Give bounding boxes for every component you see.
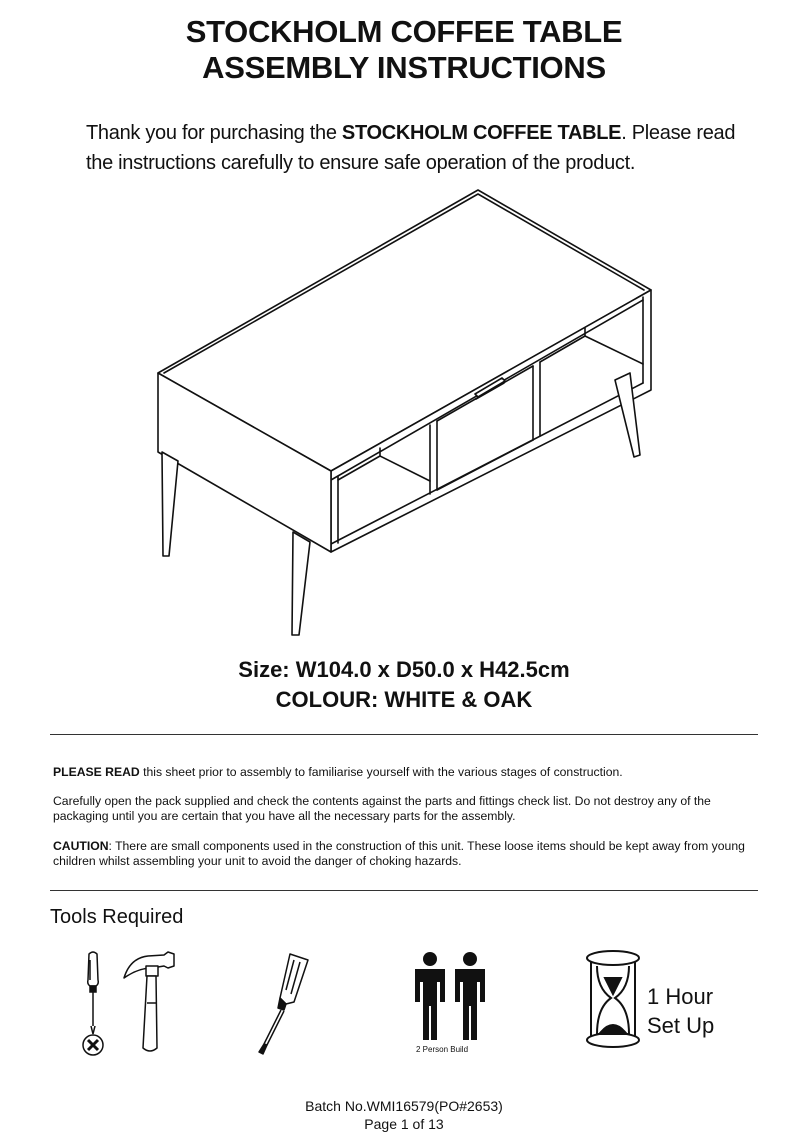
two-person-icon [410,950,490,1042]
setup-time-line-1: 1 Hour [647,984,714,1009]
divider-top [50,734,758,735]
divider-bottom [50,890,758,891]
caution-text: : There are small components used in the construction of this unit. These loose items should be kept away from young children whilst assembling your unit to avoid the danger of choking hazards. [53,839,745,868]
batch-number: Batch No.WMI16579(PO#2653) [305,1098,503,1114]
caution-label: CAUTION [53,839,109,853]
coffee-table-illustration [140,180,660,650]
intro-text-1: Thank you for purchasing the [86,122,342,144]
phillips-screwdriver-icon [78,950,108,1060]
tools-heading: Tools Required [50,906,184,928]
page-number: Page 1 of 13 [364,1116,444,1132]
please-read-text: this sheet prior to assembly to familiarise yourself with the various stages of construction. [139,765,623,779]
intro-paragraph [86,118,766,178]
hammer-icon [120,948,178,1058]
size-spec: Size: W104.0 x D50.0 x H42.5cm [238,657,570,682]
caution-note [53,839,763,869]
title-line-1: STOCKHOLM COFFEE TABLE [185,14,623,49]
please-read-label: PLEASE READ [53,765,140,779]
flathead-screwdriver-icon [250,950,312,1060]
hourglass-icon [583,948,643,1050]
title-line-2: ASSEMBLY INSTRUCTIONS [202,50,606,85]
please-read-note [53,765,763,780]
setup-time [647,982,714,1040]
two-person-caption: 2 Person Build [416,1045,469,1054]
intro-product-name: STOCKHOLM COFFEE TABLE [341,122,622,144]
check-contents-note: Carefully open the pack supplied and check the contents against the parts and fittings check list. Do not destroy any of the packaging until you are certain that you have all the necessary parts for the assembly. [53,794,711,823]
colour-spec: COLOUR: WHITE & OAK [275,687,533,712]
intro-text-2: . Please read the instructions carefully to ensure safe operation of the product. [86,122,736,174]
setup-time-line-2: Set Up [647,1013,715,1038]
